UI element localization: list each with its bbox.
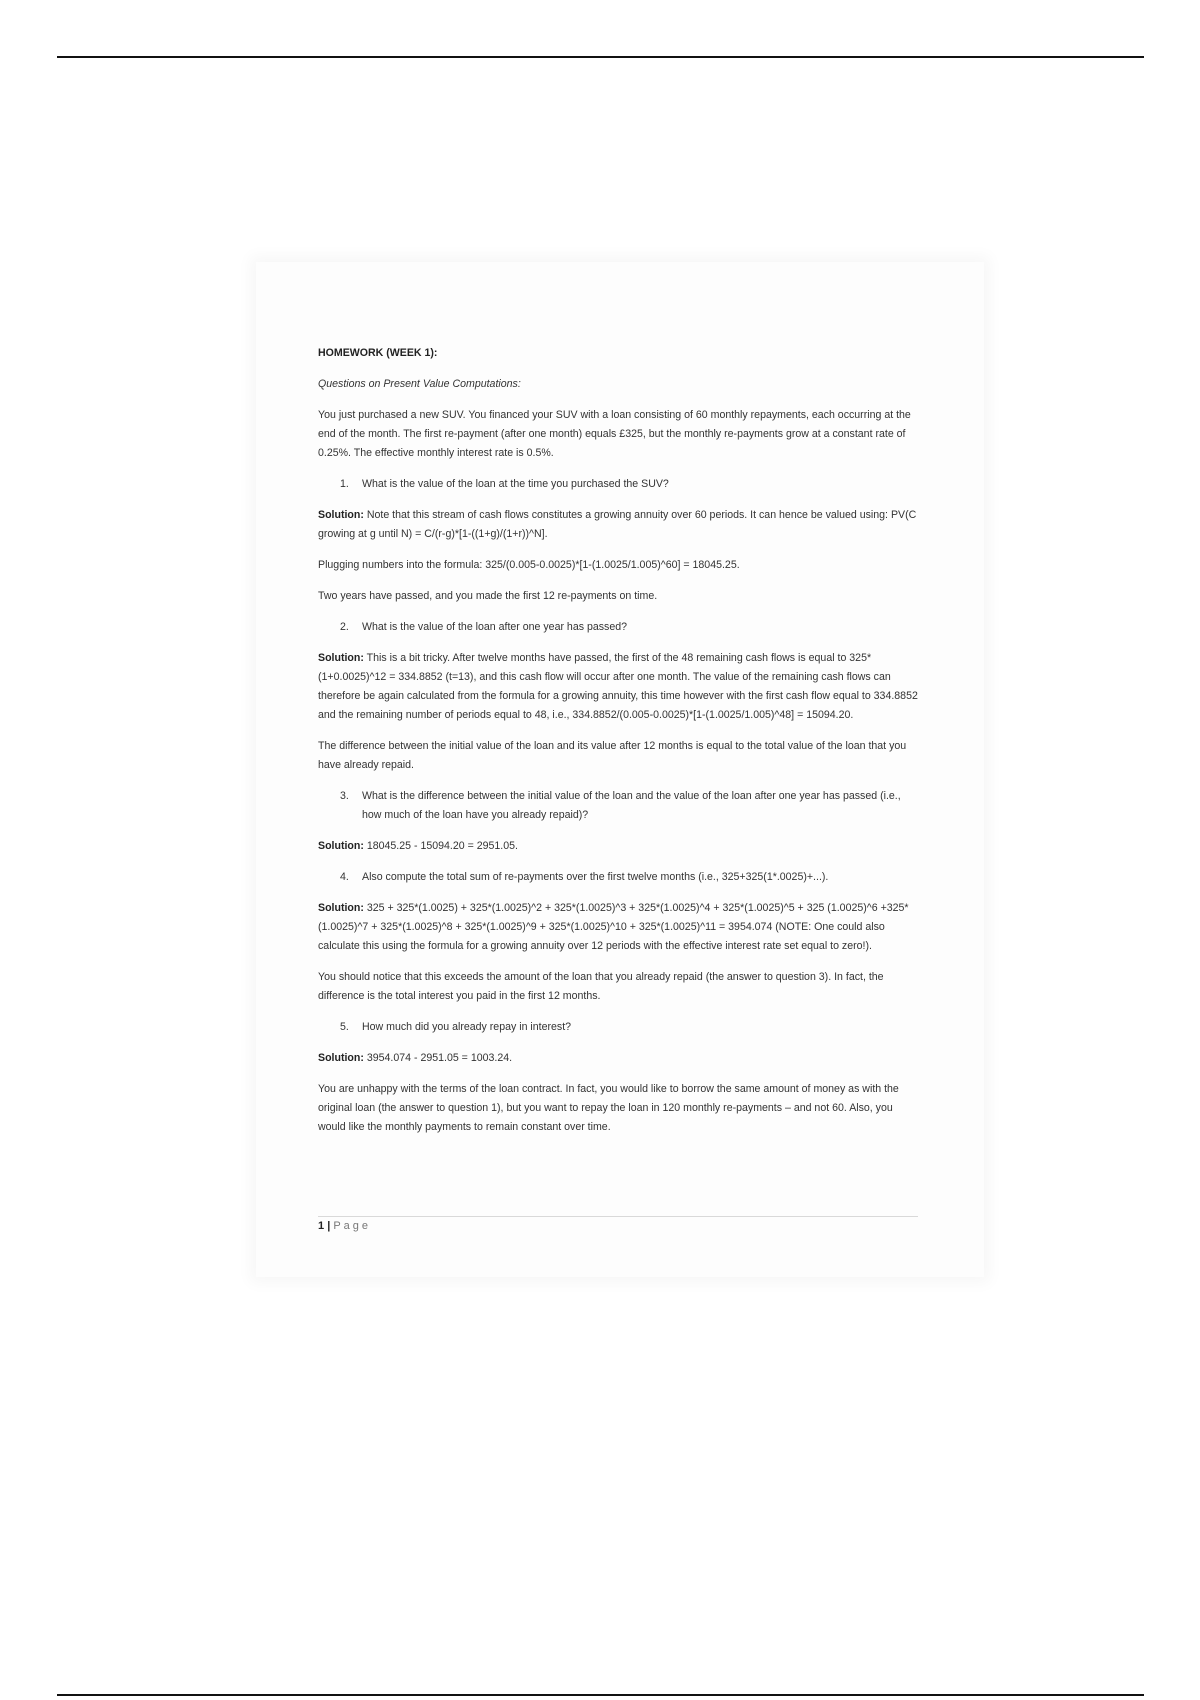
- document-content: [318, 344, 918, 1149]
- question-4: [318, 868, 918, 887]
- solution-label: Solution:: [318, 902, 364, 914]
- page-label: Page: [333, 1220, 372, 1232]
- paragraph-formula: Plugging numbers into the formula: 325/(0.005-0.0025)*[1-(1.0025/1.005)^60] = 18045.25.: [318, 559, 740, 571]
- solution-4: [318, 899, 918, 956]
- question-number: 5.: [340, 1021, 349, 1033]
- solution-2: [318, 649, 918, 725]
- question-2: [318, 618, 918, 637]
- question-text: What is the difference between the initial value of the loan and the value of the loan after one year has passed (i.e., how much of the loan have you already repaid)?: [362, 790, 901, 821]
- page-footer: [318, 1220, 371, 1232]
- bottom-rule: [57, 1694, 1144, 1696]
- footer-divider: [318, 1216, 918, 1217]
- solution-label: Solution:: [318, 1052, 364, 1064]
- question-1: [318, 475, 918, 494]
- solution-label: Solution:: [318, 509, 364, 521]
- question-3: [318, 787, 918, 825]
- paragraph-two-years: Two years have passed, and you made the first 12 re-payments on time.: [318, 590, 658, 602]
- paragraph-unhappy: You are unhappy with the terms of the loan contract. In fact, you would like to borrow the same amount of money as with the original loan (the answer to question 1), but you want to repay the loan in 120 monthly re-payments – and not 60. Also, you would like the monthly payments to remain constant over time.: [318, 1083, 899, 1133]
- solution-text: 18045.25 - 15094.20 = 2951.05.: [363, 840, 518, 852]
- solution-text: 3954.074 - 2951.05 = 1003.24.: [363, 1052, 513, 1064]
- footer-separator: |: [327, 1220, 331, 1232]
- paragraph-exceeds: You should notice that this exceeds the amount of the loan that you already repaid (the answer to question 3). In fact, the difference is the total interest you paid in the first 12 months.: [318, 971, 884, 1002]
- solution-1: [318, 506, 918, 544]
- solution-label: Solution:: [318, 840, 364, 852]
- question-text: What is the value of the loan at the time you purchased the SUV?: [362, 478, 669, 490]
- paragraph-difference: The difference between the initial value of the loan and its value after 12 months is equal to the total value of the loan that you have already repaid.: [318, 740, 907, 771]
- intro-paragraph: You just purchased a new SUV. You financed your SUV with a loan consisting of 60 monthly repayments, each occurring at the end of the month. The first re-payment (after one month) equals £325, but the monthly re-payments grow at a constant rate of 0.25%. The effective monthly interest rate is 0.5%.: [318, 409, 911, 459]
- question-text: Also compute the total sum of re-payments over the first twelve months (i.e., 325+325(1*.0025)+...).: [362, 871, 829, 883]
- question-text: What is the value of the loan after one year has passed?: [362, 621, 628, 633]
- top-rule: [57, 56, 1144, 58]
- question-5: [318, 1018, 918, 1037]
- question-number: 1.: [340, 478, 349, 490]
- document-heading: HOMEWORK (WEEK 1):: [318, 347, 438, 359]
- solution-3: [318, 837, 918, 856]
- solution-label: Solution:: [318, 652, 364, 664]
- solution-5: [318, 1049, 918, 1068]
- question-text: How much did you already repay in interest?: [362, 1021, 572, 1033]
- solution-text: Note that this stream of cash flows constitutes a growing annuity over 60 periods. It can hence be valued using: PV(C growing at g until N) = C/(r-g)*[1-((1+g)/(1+r))^N].: [318, 509, 917, 540]
- document-subheading: Questions on Present Value Computations:: [318, 378, 521, 390]
- solution-text: This is a bit tricky. After twelve months have passed, the first of the 48 remaining cash flows is equal to 325*(1+0.0025)^12 = 334.8852 (t=13), and this cash flow will occur after one month. The value of the remaining cash flows can therefore be again calculated from the formula for a growing annuity, this time however with the first cash flow equal to 334.8852 and the remaining number of periods equal to 48, i.e., 334.8852/(0.005-0.0025)*[1-(1.0025/1.005)^48] = 15094.20.: [318, 652, 918, 721]
- question-number: 2.: [340, 621, 349, 633]
- page-number: 1: [318, 1220, 325, 1232]
- question-number: 4.: [340, 871, 349, 883]
- solution-text: 325 + 325*(1.0025) + 325*(1.0025)^2 + 325*(1.0025)^3 + 325*(1.0025)^4 + 325*(1.0025)^5 + 325 (1.0025)^6 +325*(1.0025)^7 + 325*(1.0025)^8 + 325*(1.0025)^9 + 325*(1.0025)^10 + 325*(1.0025)^11 = 3954.074 (NOTE: One could also calculate this using the formula for a growing annuity over 12 periods with the effective interest rate set equal to zero!).: [318, 902, 909, 952]
- question-number: 3.: [340, 790, 349, 802]
